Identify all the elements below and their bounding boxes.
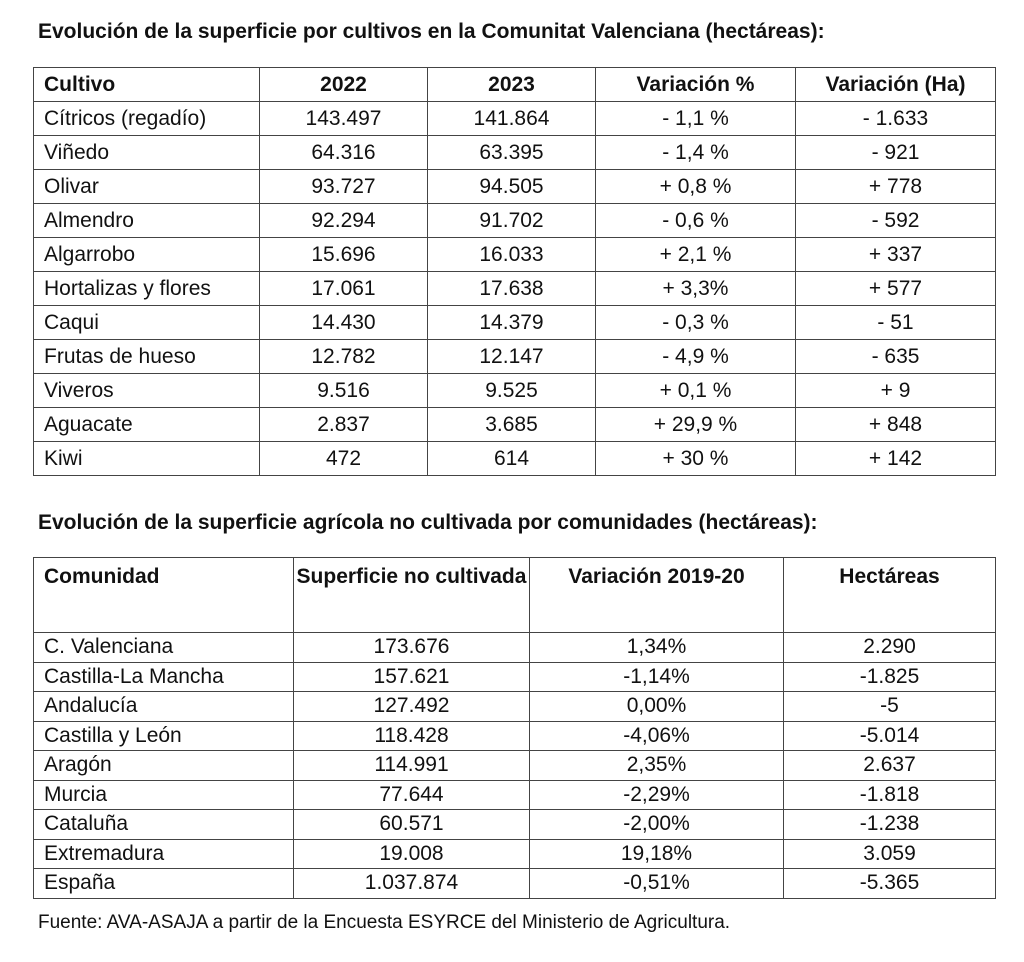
value-cell: + 30 % (596, 442, 796, 476)
value-cell: 2.637 (784, 751, 996, 781)
value-cell: -2,29% (530, 780, 784, 810)
crop-row (34, 306, 996, 340)
crop-row (34, 374, 996, 408)
value-cell: 3.685 (428, 408, 596, 442)
row-label-cell: Hortalizas y flores (34, 272, 260, 306)
value-cell: 14.379 (428, 306, 596, 340)
header-comunidad: Comunidad (34, 558, 294, 633)
value-cell: + 2,1 % (596, 238, 796, 272)
value-cell: + 9 (796, 374, 996, 408)
community-row (34, 839, 996, 869)
header-cultivo: Cultivo (34, 68, 260, 102)
header-2023: 2023 (428, 68, 596, 102)
row-label-cell: Aragón (34, 751, 294, 781)
row-label-cell: Cítricos (regadío) (34, 102, 260, 136)
value-cell: 1,34% (530, 633, 784, 663)
value-cell: -1,14% (530, 662, 784, 692)
crop-row (34, 238, 996, 272)
value-cell: 9.525 (428, 374, 596, 408)
value-cell: 141.864 (428, 102, 596, 136)
value-cell: 118.428 (294, 721, 530, 751)
community-row (34, 869, 996, 899)
crops-table-header-row (34, 68, 996, 102)
value-cell: 114.991 (294, 751, 530, 781)
value-cell: + 577 (796, 272, 996, 306)
crops-table-title: Evolución de la superficie por cultivos en la Comunitat Valenciana (hectáreas): (38, 20, 825, 43)
crop-row (34, 102, 996, 136)
row-label-cell: Algarrobo (34, 238, 260, 272)
value-cell: 2.837 (260, 408, 428, 442)
value-cell: 12.147 (428, 340, 596, 374)
value-cell: 3.059 (784, 839, 996, 869)
row-label-cell: Andalucía (34, 692, 294, 722)
value-cell: - 1,4 % (596, 136, 796, 170)
row-label-cell: Kiwi (34, 442, 260, 476)
header-superficie: Superficie no cultivada (294, 558, 530, 633)
value-cell: + 848 (796, 408, 996, 442)
value-cell: 614 (428, 442, 596, 476)
value-cell: - 0,6 % (596, 204, 796, 238)
value-cell: 2,35% (530, 751, 784, 781)
value-cell: -0,51% (530, 869, 784, 899)
row-label-cell: Murcia (34, 780, 294, 810)
value-cell: - 1,1 % (596, 102, 796, 136)
row-label-cell: C. Valenciana (34, 633, 294, 663)
value-cell: 173.676 (294, 633, 530, 663)
value-cell: 1.037.874 (294, 869, 530, 899)
community-row (34, 692, 996, 722)
row-label-cell: Viveros (34, 374, 260, 408)
crop-row (34, 204, 996, 238)
value-cell: 12.782 (260, 340, 428, 374)
header-variacion-pct: Variación % (596, 68, 796, 102)
crop-row (34, 408, 996, 442)
value-cell: 9.516 (260, 374, 428, 408)
header-variacion-ha: Variación (Ha) (796, 68, 996, 102)
value-cell: -1.238 (784, 810, 996, 840)
value-cell: - 921 (796, 136, 996, 170)
community-row (34, 633, 996, 663)
value-cell: 127.492 (294, 692, 530, 722)
value-cell: 2.290 (784, 633, 996, 663)
value-cell: -5.365 (784, 869, 996, 899)
header-variacion: Variación 2019-20 (530, 558, 784, 633)
value-cell: -5 (784, 692, 996, 722)
community-row (34, 780, 996, 810)
value-cell: -2,00% (530, 810, 784, 840)
value-cell: 63.395 (428, 136, 596, 170)
value-cell: -5.014 (784, 721, 996, 751)
value-cell: + 29,9 % (596, 408, 796, 442)
row-label-cell: Almendro (34, 204, 260, 238)
value-cell: 94.505 (428, 170, 596, 204)
community-row (34, 662, 996, 692)
value-cell: 15.696 (260, 238, 428, 272)
crop-row (34, 170, 996, 204)
value-cell: 93.727 (260, 170, 428, 204)
source-note: Fuente: AVA-ASAJA a partir de la Encuesta ESYRCE del Ministerio de Agricultura. (38, 912, 731, 933)
row-label-cell: Castilla-La Mancha (34, 662, 294, 692)
row-label-cell: Olivar (34, 170, 260, 204)
value-cell: 143.497 (260, 102, 428, 136)
row-label-cell: Extremadura (34, 839, 294, 869)
uncultivated-table (33, 557, 996, 899)
value-cell: + 778 (796, 170, 996, 204)
value-cell: 14.430 (260, 306, 428, 340)
value-cell: - 4,9 % (596, 340, 796, 374)
value-cell: 91.702 (428, 204, 596, 238)
value-cell: + 337 (796, 238, 996, 272)
value-cell: 77.644 (294, 780, 530, 810)
community-row (34, 721, 996, 751)
row-label-cell: Frutas de hueso (34, 340, 260, 374)
crops-table (33, 67, 996, 476)
value-cell: + 0,1 % (596, 374, 796, 408)
value-cell: -1.825 (784, 662, 996, 692)
value-cell: 16.033 (428, 238, 596, 272)
value-cell: 19,18% (530, 839, 784, 869)
value-cell: 64.316 (260, 136, 428, 170)
header-hectareas: Hectáreas (784, 558, 996, 633)
crop-row (34, 340, 996, 374)
value-cell: - 51 (796, 306, 996, 340)
value-cell: 17.638 (428, 272, 596, 306)
crop-row (34, 136, 996, 170)
header-2022: 2022 (260, 68, 428, 102)
row-label-cell: Viñedo (34, 136, 260, 170)
value-cell: 60.571 (294, 810, 530, 840)
value-cell: 17.061 (260, 272, 428, 306)
value-cell: 19.008 (294, 839, 530, 869)
value-cell: 92.294 (260, 204, 428, 238)
value-cell: - 1.633 (796, 102, 996, 136)
crop-row (34, 272, 996, 306)
row-label-cell: España (34, 869, 294, 899)
value-cell: -4,06% (530, 721, 784, 751)
community-row (34, 810, 996, 840)
value-cell: 157.621 (294, 662, 530, 692)
row-label-cell: Aguacate (34, 408, 260, 442)
value-cell: 472 (260, 442, 428, 476)
crop-row (34, 442, 996, 476)
row-label-cell: Cataluña (34, 810, 294, 840)
uncultivated-table-header-row (34, 558, 996, 633)
community-row (34, 751, 996, 781)
value-cell: - 0,3 % (596, 306, 796, 340)
value-cell: + 142 (796, 442, 996, 476)
value-cell: - 592 (796, 204, 996, 238)
value-cell: - 635 (796, 340, 996, 374)
uncultivated-table-title: Evolución de la superficie agrícola no cultivada por comunidades (hectáreas): (38, 511, 818, 534)
value-cell: -1.818 (784, 780, 996, 810)
value-cell: 0,00% (530, 692, 784, 722)
value-cell: + 0,8 % (596, 170, 796, 204)
value-cell: + 3,3% (596, 272, 796, 306)
row-label-cell: Caqui (34, 306, 260, 340)
row-label-cell: Castilla y León (34, 721, 294, 751)
